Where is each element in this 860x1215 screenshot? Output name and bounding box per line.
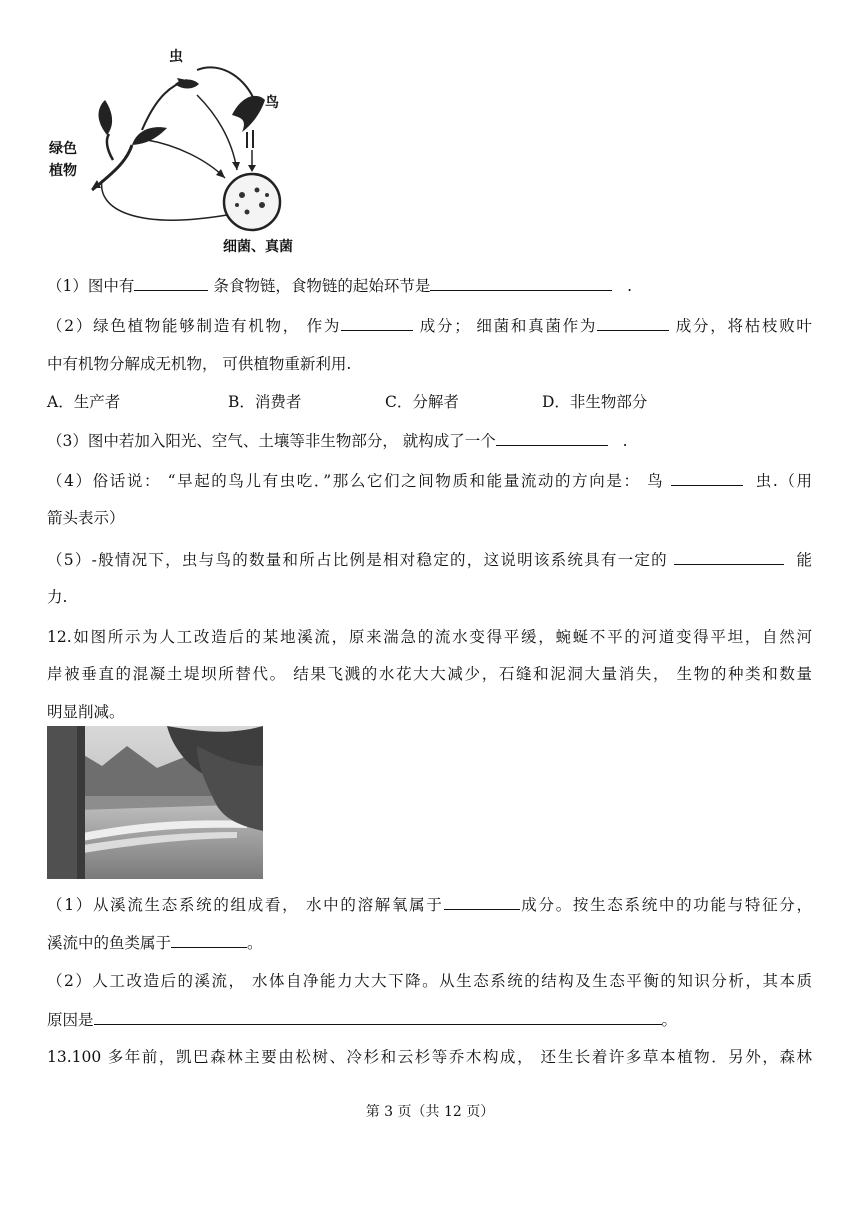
answer-blank[interactable] [430,275,612,291]
option-d[interactable]: D．非生物部分 [542,393,648,411]
q12-part2-line2: 原因是 。 [47,1011,678,1029]
q11-options [47,392,647,412]
answer-blank[interactable] [597,315,669,331]
label-bird: 鸟 [265,95,279,111]
answer-blank[interactable] [171,932,247,948]
page-footer: 第 3 页（共 12 页） [365,1104,495,1120]
q13-stem-line1: 13.100 多年前，凯巴森林主要由松树、冷杉和云杉等乔木构成， 还生长着许多草本植物．另外，森林 [47,1048,812,1066]
answer-blank[interactable] [444,894,520,910]
answer-blank[interactable] [341,315,413,331]
q11-part4-line1: （4）俗话说： “早起的鸟儿有虫吃．”那么它们之间物质和能量流动的方向是： 鸟 虫.（用 [47,472,812,490]
stream-photo-drawing [47,726,263,879]
q12-part2-line1: （2）人工改造后的溪流， 水体自净能力大大下降。从生态系统的结构及生态平衡的知识分析，其本质 [47,972,812,990]
q12-part1-line2: 溪流中的鱼类属于 。 [47,934,263,952]
option-a[interactable]: A．生产者 [47,393,121,411]
q11-part1: （1）图中有 条食物链，食物链的起始环节是 . [47,277,633,295]
food-web-drawing [47,40,337,255]
option-c[interactable]: C．分解者 [385,393,459,411]
q11-part5-line1: （5）-般情况下，虫与鸟的数量和所占比例是相对稳定的，这说明该系统具有一定的 能 [47,551,812,569]
food-web-diagram [47,40,337,255]
label-decomposer: 细菌、真菌 [223,239,293,255]
label-insect: 虫 [169,49,183,65]
q12-part1-line1: （1）从溪流生态系统的组成看， 水中的溶解氧属于 成分。按生态系统中的功能与特征分， [47,896,812,914]
answer-blank[interactable] [134,275,208,291]
answer-blank[interactable] [674,549,784,565]
q11-part2-line2: 中有机物分解成无机物， 可供植物重新利用. [47,355,352,373]
label-plant-line2: 植物 [49,163,77,179]
answer-blank[interactable] [496,430,608,446]
q11-part3: （3）图中若加入阳光、空气、土壤等非生物部分， 就构成了一个 . [47,432,628,450]
stream-photo [47,726,263,879]
q11-part5-line2: 力. [47,588,68,606]
q11-part4-line2: 箭头表示） [47,509,125,527]
q12-stem-line2: 岸被垂直的混凝土堤坝所替代。 结果飞溅的水花大大减少，石缝和泥洞大量消失， 生物的种类和数量 [47,665,812,683]
q11-part2-line1: （2）绿色植物能够制造有机物， 作为 成分； 细菌和真菌作为 成分，将枯枝败叶 [47,317,812,335]
label-plant-line1: 绿色 [49,141,77,157]
q12-stem-line1: 12.如图所示为人工改造后的某地溪流，原来湍急的流水变得平缓，蜿蜒不平的河道变得平坦，自然河 [47,628,812,646]
option-b[interactable]: B．消费者 [228,393,302,411]
answer-blank[interactable] [94,1009,662,1025]
answer-blank[interactable] [671,470,743,486]
q12-stem-line3: 明显削减。 [47,703,125,721]
